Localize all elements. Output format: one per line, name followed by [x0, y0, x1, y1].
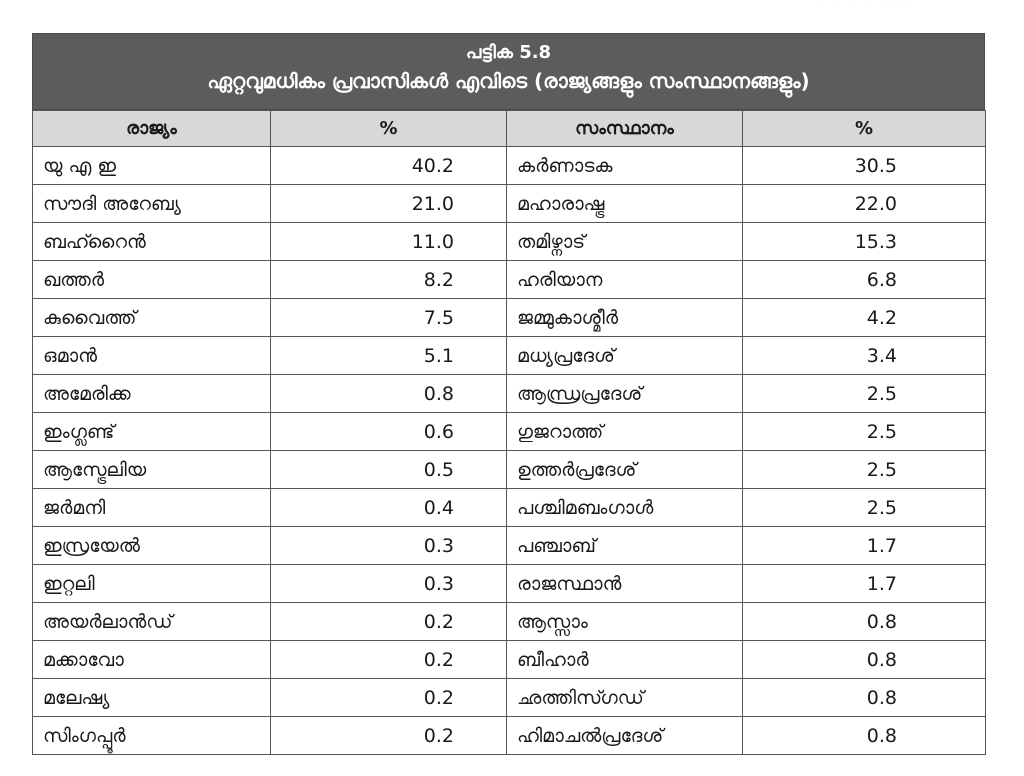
- table-row: [33, 299, 986, 337]
- state-percent-cell: 0.8: [743, 641, 986, 679]
- data-table-container: [32, 33, 985, 755]
- header-country-percent: %: [271, 111, 507, 147]
- country-cell: മലേഷ്യ: [33, 679, 271, 717]
- country-cell: ഇസ്രയേൽ: [33, 527, 271, 565]
- state-cell: കർണാടക: [507, 147, 743, 185]
- table-row: [33, 185, 986, 223]
- country-percent-cell: 0.6: [271, 413, 507, 451]
- table-number: പട്ടിക 5.8: [465, 42, 552, 63]
- state-percent-cell: 2.5: [743, 451, 986, 489]
- country-percent-cell: 8.2: [271, 261, 507, 299]
- state-cell: മധ്യപ്രദേശ്: [507, 337, 743, 375]
- header-state-percent: %: [743, 111, 986, 147]
- state-cell: ഛത്തിസ്ഗഡ്: [507, 679, 743, 717]
- country-percent-cell: 0.4: [271, 489, 507, 527]
- country-percent-cell: 40.2: [271, 147, 507, 185]
- country-percent-cell: 7.5: [271, 299, 507, 337]
- header-row: [33, 111, 986, 147]
- country-percent-cell: 0.2: [271, 679, 507, 717]
- country-cell: ഇറ്റലി: [33, 565, 271, 603]
- header-country: രാജ്യം: [33, 111, 271, 147]
- table-body: [33, 147, 986, 755]
- state-percent-cell: 0.8: [743, 603, 986, 641]
- country-cell: ഇംഗ്ലണ്ട്: [33, 413, 271, 451]
- state-percent-cell: 2.5: [743, 413, 986, 451]
- table-row: [33, 375, 986, 413]
- table-row: [33, 489, 986, 527]
- country-percent-cell: 11.0: [271, 223, 507, 261]
- emigrants-table: [32, 110, 986, 755]
- table-row: [33, 603, 986, 641]
- table-title-bar: [32, 33, 985, 110]
- state-percent-cell: 15.3: [743, 223, 986, 261]
- country-cell: സൗദി അറേബ്യ: [33, 185, 271, 223]
- country-percent-cell: 0.3: [271, 527, 507, 565]
- country-cell: ജർമനി: [33, 489, 271, 527]
- state-cell: മഹാരാഷ്ട്ര: [507, 185, 743, 223]
- country-cell: അമേരിക്ക: [33, 375, 271, 413]
- state-cell: പഞ്ചാബ്: [507, 527, 743, 565]
- state-percent-cell: 2.5: [743, 489, 986, 527]
- country-percent-cell: 0.3: [271, 565, 507, 603]
- table-row: [33, 565, 986, 603]
- country-cell: ഒമാൻ: [33, 337, 271, 375]
- table-row: [33, 451, 986, 489]
- state-percent-cell: 3.4: [743, 337, 986, 375]
- table-row: [33, 261, 986, 299]
- state-cell: തമിഴ്നാട്: [507, 223, 743, 261]
- state-percent-cell: 30.5: [743, 147, 986, 185]
- state-percent-cell: 0.8: [743, 679, 986, 717]
- state-cell: ഹരിയാന: [507, 261, 743, 299]
- state-percent-cell: 6.8: [743, 261, 986, 299]
- table-title: ഏറ്റവുമധികം പ്രവാസികൾ എവിടെ (രാജ്യങ്ങളും സംസ്ഥാനങ്ങളും): [207, 69, 810, 93]
- country-percent-cell: 0.2: [271, 603, 507, 641]
- state-cell: ഗുജറാത്ത്: [507, 413, 743, 451]
- corner-mark: · · · · · · ·: [816, 0, 919, 7]
- header-state: സംസ്ഥാനം: [507, 111, 743, 147]
- country-cell: മക്കാവോ: [33, 641, 271, 679]
- state-cell: ബീഹാർ: [507, 641, 743, 679]
- table-row: [33, 337, 986, 375]
- state-percent-cell: 22.0: [743, 185, 986, 223]
- state-cell: രാജസ്ഥാൻ: [507, 565, 743, 603]
- state-percent-cell: 2.5: [743, 375, 986, 413]
- table-row: [33, 717, 986, 755]
- country-cell: ആസ്ട്രേലിയ: [33, 451, 271, 489]
- state-percent-cell: 0.8: [743, 717, 986, 755]
- state-cell: ഹിമാചൽപ്രദേശ്: [507, 717, 743, 755]
- state-percent-cell: 4.2: [743, 299, 986, 337]
- table-row: [33, 527, 986, 565]
- state-percent-cell: 1.7: [743, 527, 986, 565]
- table-row: [33, 223, 986, 261]
- state-cell: ആസ്സാം: [507, 603, 743, 641]
- state-cell: ആന്ധ്രപ്രദേശ്: [507, 375, 743, 413]
- table-row: [33, 641, 986, 679]
- table-row: [33, 147, 986, 185]
- state-cell: പശ്ചിമബംഗാൾ: [507, 489, 743, 527]
- country-cell: ഖത്തർ: [33, 261, 271, 299]
- table-row: [33, 679, 986, 717]
- country-percent-cell: 0.8: [271, 375, 507, 413]
- country-cell: സിംഗപ്പൂർ: [33, 717, 271, 755]
- country-percent-cell: 21.0: [271, 185, 507, 223]
- country-percent-cell: 0.2: [271, 717, 507, 755]
- country-percent-cell: 0.5: [271, 451, 507, 489]
- country-percent-cell: 5.1: [271, 337, 507, 375]
- country-cell: ബഹ്റൈൻ: [33, 223, 271, 261]
- table-row: [33, 413, 986, 451]
- state-cell: ജമ്മുകാശ്മീർ: [507, 299, 743, 337]
- state-cell: ഉത്തർപ്രദേശ്: [507, 451, 743, 489]
- country-cell: കുവൈത്ത്: [33, 299, 271, 337]
- state-percent-cell: 1.7: [743, 565, 986, 603]
- country-cell: അയർലാൻഡ്: [33, 603, 271, 641]
- country-cell: യു എ ഇ: [33, 147, 271, 185]
- country-percent-cell: 0.2: [271, 641, 507, 679]
